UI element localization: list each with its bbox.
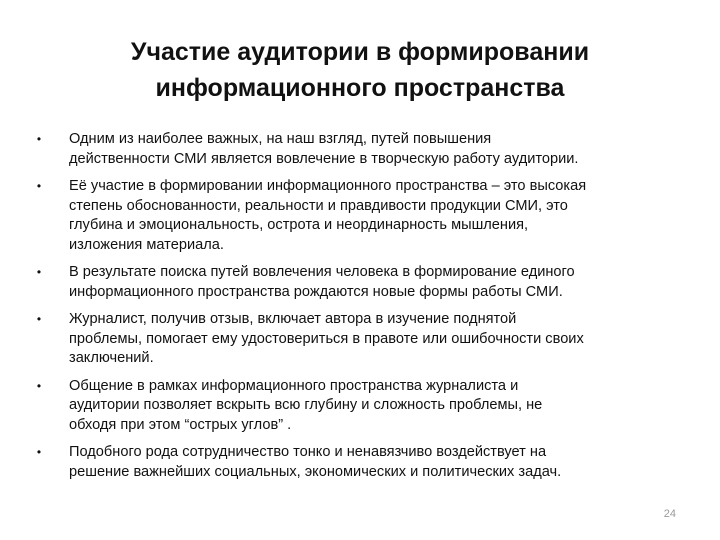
bullet-line: аудитории позволяет вскрыть всю глубину и сложность проблемы, не <box>69 397 543 413</box>
bullet-text <box>69 130 662 169</box>
bullet-dot-icon: • <box>36 312 42 326</box>
bullet-dot-icon: • <box>36 132 42 146</box>
bullet-list <box>0 130 720 482</box>
slide-title-line-1: Участие аудитории в формировании <box>130 38 590 66</box>
bullet-line: обходя при этом “острых углов” . <box>69 416 292 433</box>
bullet-line: действенности СМИ является вовлечение в творческую работу аудитории. <box>69 150 579 167</box>
bullet-line: проблемы, помогает ему удостовериться в правоте или ошибочности своих <box>69 330 584 347</box>
bullet-line: глубина и эмоциональность, острота и неординарность мышления, <box>69 217 529 233</box>
bullet-line: степень обоснованности, реальности и правдивости продукции СМИ, это <box>69 197 568 214</box>
bullet-line: информационного пространства рождаются новые формы работы СМИ. <box>69 283 563 300</box>
bullet-line: Общение в рамках информационного пространства журналиста и <box>69 377 519 394</box>
bullet-text <box>69 377 662 436</box>
slide-title-line-2: информационного пространства <box>155 74 565 102</box>
bullet-text <box>69 263 662 302</box>
bullet-text <box>69 310 662 369</box>
bullet-line: В результате поиска путей вовлечения человека в формирование единого <box>69 264 575 280</box>
bullet-item <box>0 177 720 255</box>
bullet-line: изложения материала. <box>69 236 224 253</box>
bullet-dot-icon: • <box>36 378 42 393</box>
bullet-item <box>0 263 720 302</box>
bullet-line: Её участие в формировании информационного пространства – это высокая <box>69 178 587 194</box>
bullet-line: Подобного рода сотрудничество тонко и ненавязчиво воздействует на <box>69 444 547 460</box>
bullet-dot-icon: • <box>36 265 42 279</box>
bullet-dot-icon: • <box>36 445 42 459</box>
bullet-line: Журналист, получив отзыв, включает автора в изучение поднятой <box>69 311 517 327</box>
bullet-text <box>69 443 662 482</box>
page-number: 24 <box>663 508 676 520</box>
slide-title <box>60 34 660 106</box>
bullet-item <box>0 443 720 482</box>
bullet-text <box>69 177 662 255</box>
bullet-item <box>0 130 720 169</box>
bullet-dot-icon: • <box>36 179 42 193</box>
bullet-line: решение важнейших социальных, экономических и политических задач. <box>69 463 562 480</box>
bullet-item <box>0 377 720 436</box>
bullet-line: Одним из наиболее важных, на наш взгляд, путей повышения <box>69 131 492 147</box>
bullet-item <box>0 310 720 369</box>
bullet-line: заключений. <box>69 350 154 366</box>
